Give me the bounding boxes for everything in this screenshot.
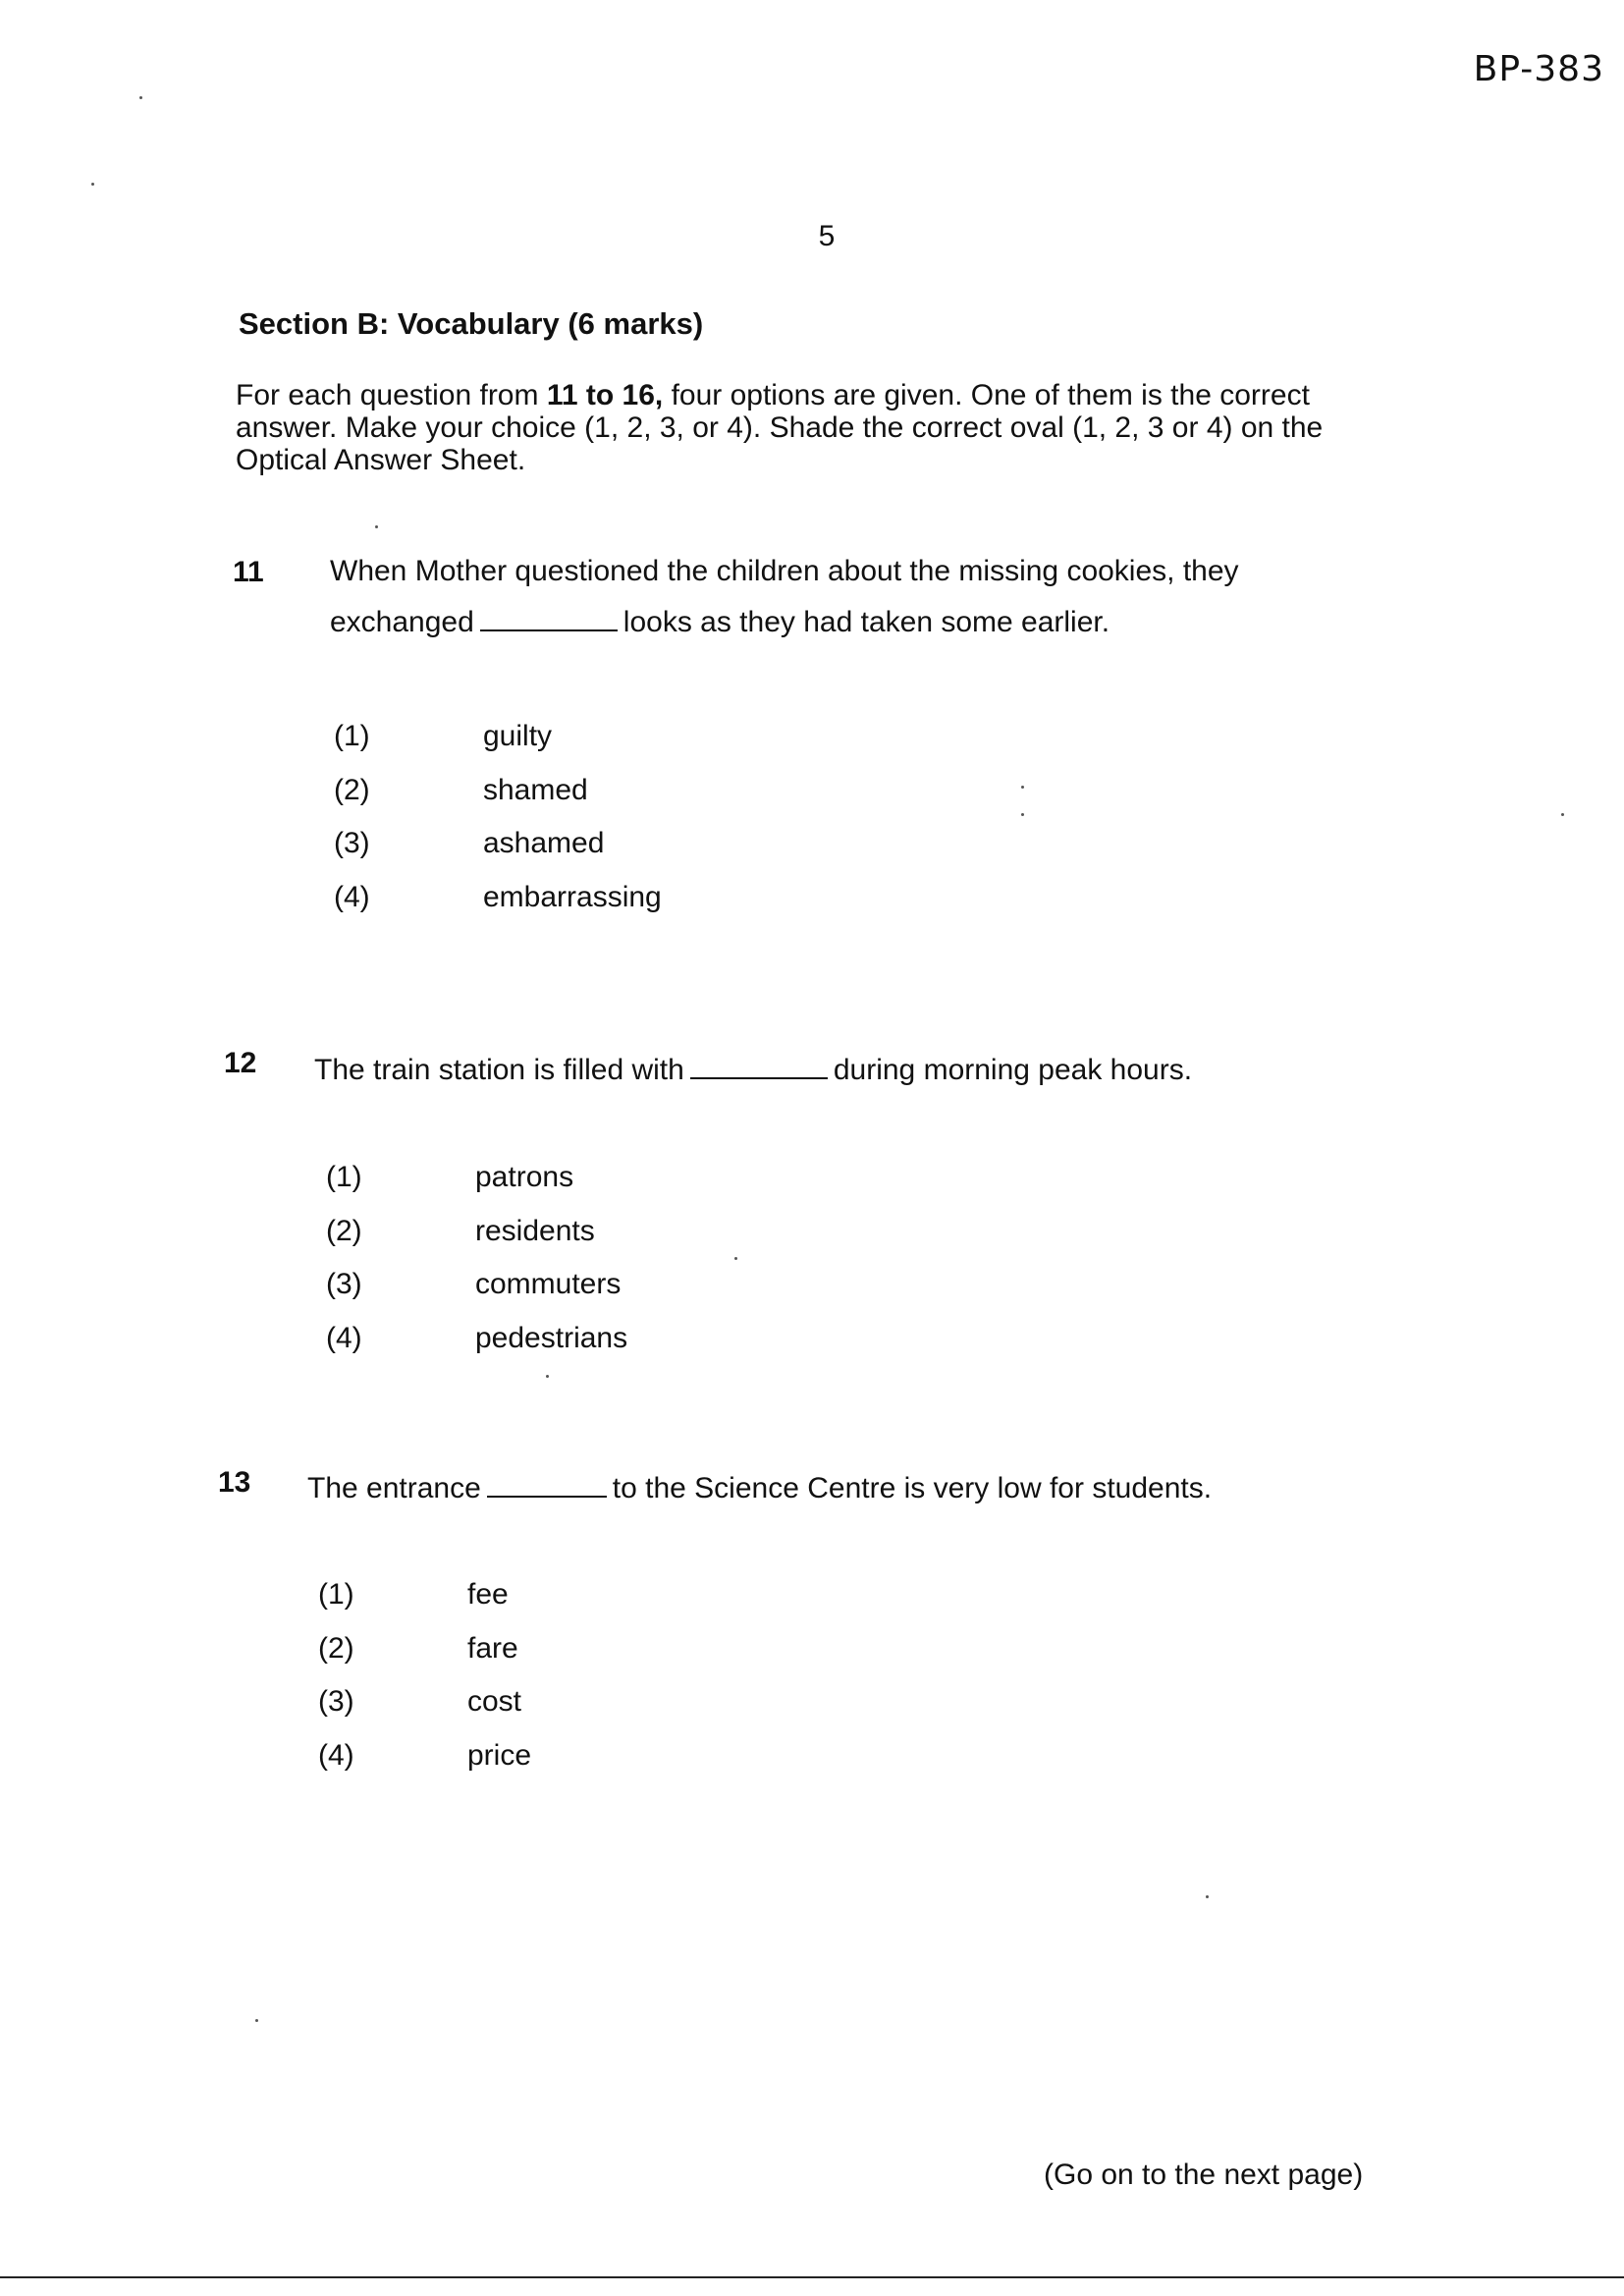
question-stem-end: to the Science Centre is very low for students. [612,1472,1213,1504]
scan-speck [1021,813,1024,816]
instructions-pre: For each question from [236,379,547,411]
answer-blank [480,606,618,631]
scan-speck [255,2019,258,2022]
scan-speck [546,1375,549,1378]
option-key: (3) [318,1685,354,1719]
option-key: (3) [334,827,370,860]
option-item [334,764,662,818]
option-item [318,1622,531,1676]
page-number: 5 [818,220,836,252]
option-text: residents [475,1214,595,1247]
option-key: (2) [334,773,370,806]
option-item [334,871,662,925]
option-key: (3) [326,1268,362,1301]
option-text: commuters [475,1268,622,1301]
question-number: 12 [224,1047,257,1079]
option-item [318,1675,531,1729]
option-item [326,1312,627,1366]
option-text: price [467,1738,532,1772]
option-text: fare [467,1631,518,1665]
scan-speck [375,525,378,528]
question-text [314,1045,1394,1096]
scan-speck [1021,786,1024,789]
document-code: BP-383 [1473,49,1604,89]
question-text [330,546,1312,648]
instructions-range: 11 to 16, [546,379,664,411]
option-text: ashamed [483,827,605,860]
section-instructions [236,379,1394,476]
instructions-post: four options are given. One of them is the correct answer. Make your choice (1, 2, 3, or 4). Shade the correct oval (1, 2, 3 or 4) on the Optical Answer Sheet. [236,379,1324,476]
answer-blank [690,1054,828,1079]
option-key: (4) [326,1321,362,1354]
option-key: (4) [318,1738,354,1772]
option-item [334,710,662,764]
option-key: (1) [318,1578,354,1612]
question-stem: The entrance [307,1472,481,1504]
option-text: shamed [483,773,588,806]
option-text: patrons [475,1161,574,1194]
question-stem-end: looks as they had taken some earlier. [623,606,1110,638]
option-item [326,1258,627,1312]
option-item [326,1151,627,1205]
scan-speck [1206,1895,1209,1898]
option-key: (4) [334,880,370,913]
scan-speck [1561,813,1564,816]
question-stem: When Mother questioned the children about the missing cookies, they exchanged [330,555,1239,638]
question-stem-end: during morning peak hours. [833,1054,1193,1086]
bottom-rule [0,2276,1624,2278]
question-stem: The train station is filled with [314,1054,684,1086]
option-text: embarrassing [483,880,662,913]
option-key: (2) [326,1214,362,1247]
option-text: fee [467,1578,509,1612]
options-list [326,1151,627,1365]
option-item [318,1729,531,1783]
options-list [318,1568,531,1782]
answer-blank [487,1472,607,1498]
option-key: (1) [326,1161,362,1194]
options-list [334,710,662,924]
question-number: 11 [233,556,264,588]
continue-note: (Go on to the next page) [1044,2159,1364,2191]
option-text: guilty [483,720,553,753]
option-item [318,1568,531,1622]
scan-speck [139,96,142,99]
option-text: pedestrians [475,1321,628,1354]
option-item [334,817,662,871]
option-text: cost [467,1685,522,1719]
section-title: Section B: Vocabulary (6 marks) [239,306,704,341]
question-number: 13 [218,1466,251,1499]
question-text [307,1463,1387,1514]
option-item [326,1205,627,1259]
scan-speck [734,1257,737,1260]
scan-speck [91,183,94,186]
option-key: (1) [334,720,370,753]
option-key: (2) [318,1631,354,1665]
